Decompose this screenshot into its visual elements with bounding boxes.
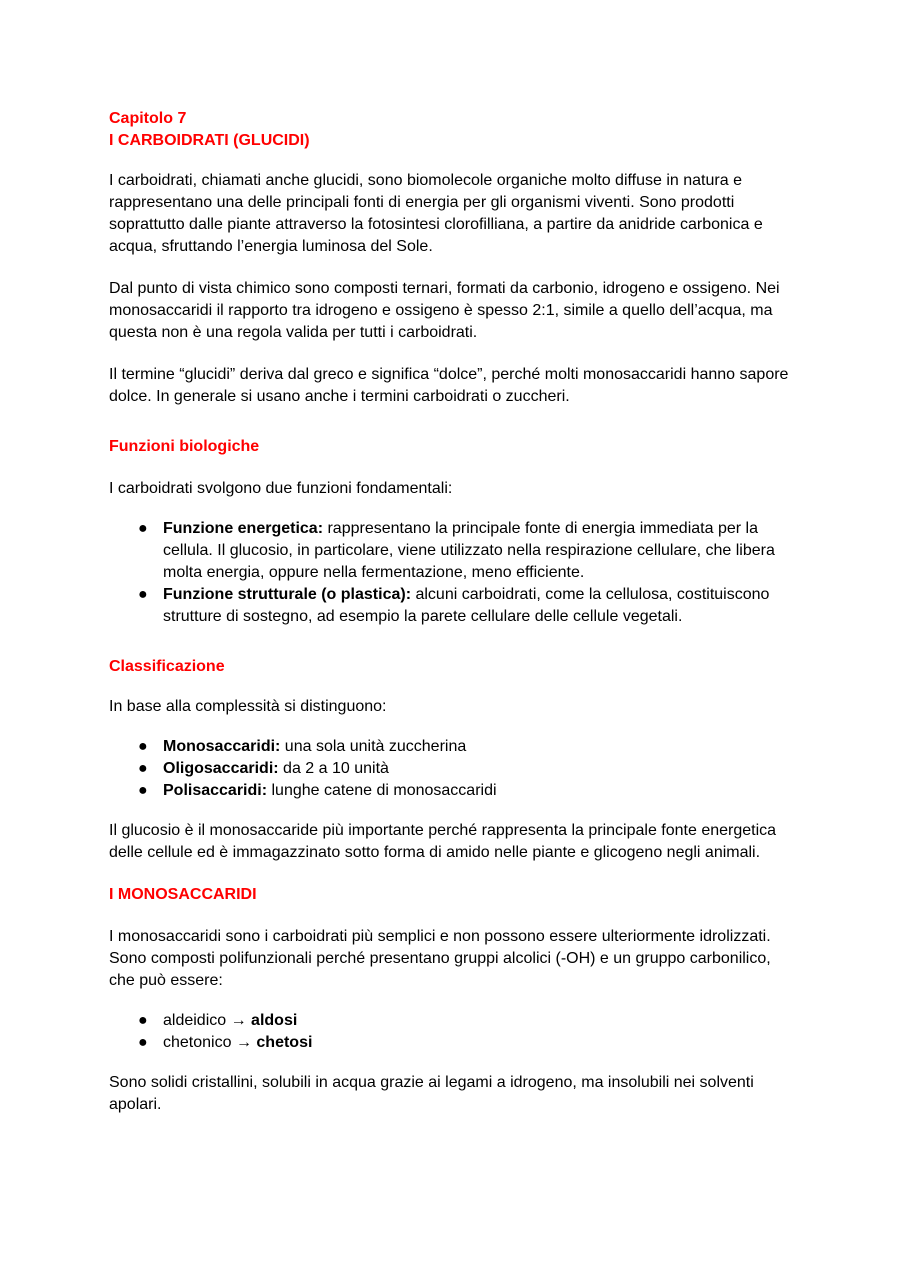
list-item-term: chetosi (256, 1034, 313, 1051)
list-item-term: aldosi (251, 1012, 298, 1029)
list-item-term: Polisaccaridi: (163, 782, 268, 799)
list-item (109, 1010, 799, 1032)
bullet-icon: ● (138, 586, 148, 603)
bullet-icon: ● (138, 1034, 148, 1051)
intro-paragraph-1: I carboidrati, chiamati anche glucidi, sono biomolecole organiche molto diffuse in natura e rappresentano una delle principali fonti di energia per gli organismi viventi. Sono prodotti soprattutto dalle piante attraverso la fotosintesi clorofilliana, a partire da anidride carbonica e acqua, sfruttando l’energia luminosa del Sole. (109, 172, 763, 255)
classificazione-list (109, 736, 799, 802)
section-heading-funzioni: Funzioni biologiche (109, 438, 260, 455)
bullet-icon: ● (138, 520, 148, 537)
section-heading-classificazione: Classificazione (109, 658, 225, 675)
section-heading-monosaccaridi: I MONOSACCARIDI (109, 886, 257, 903)
list-item (109, 584, 799, 628)
monosaccaridi-outro: Sono solidi cristallini, solubili in acqua grazie ai legami a idrogeno, ma insolubili nei solventi apolari. (109, 1074, 754, 1113)
list-item (109, 1032, 799, 1054)
list-item (109, 518, 799, 584)
funzioni-list (109, 518, 799, 628)
list-item-text: aldeidico → (163, 1012, 252, 1029)
bullet-icon: ● (138, 760, 148, 777)
list-item (109, 736, 799, 758)
chapter-number: Capitolo 7 (109, 110, 187, 127)
classificazione-outro: Il glucosio è il monosaccaride più importante perché rappresenta la principale fonte energetica delle cellule ed è immagazzinato sotto forma di amido nelle piante e glicogeno negli animali. (109, 822, 777, 861)
list-item-text: alcuni carboidrati, come la cellulosa, costituiscono strutture di sostegno, ad esempio la parete cellulare delle cellule vegetali. (163, 586, 770, 625)
monosaccaridi-intro: I monosaccaridi sono i carboidrati più semplici e non possono essere ulteriormente idrolizzati. Sono composti polifunzionali perché presentano gruppi alcolici (-OH) e un gruppo carbonilico, che può essere: (109, 928, 771, 989)
funzioni-intro: I carboidrati svolgono due funzioni fondamentali: (109, 480, 453, 497)
list-item-text: rappresentano la principale fonte di energia immediata per la cellula. Il glucosio, in particolare, viene utilizzato nella respirazione cellulare, che libera molta energia, oppure nella fermentazione, meno efficiente. (163, 520, 775, 581)
list-item-text: da 2 a 10 unità (278, 760, 389, 777)
classificazione-intro: In base alla complessità si distinguono: (109, 698, 387, 715)
list-item-text: chetonico → (163, 1034, 257, 1051)
bullet-icon: ● (138, 1012, 148, 1029)
bullet-icon: ● (138, 782, 148, 799)
chapter-title: I CARBOIDRATI (GLUCIDI) (109, 132, 310, 149)
list-item-text: lunghe catene di monosaccaridi (267, 782, 497, 799)
list-item-term: Oligosaccaridi: (163, 760, 279, 777)
list-item-text: una sola unità zuccherina (280, 738, 467, 755)
intro-paragraph-2: Dal punto di vista chimico sono composti ternari, formati da carbonio, idrogeno e ossigeno. Nei monosaccaridi il rapporto tra idrogeno e ossigeno è spesso 2:1, simile a quello dell’acqua, ma questa non è una regola valida per tutti i carboidrati. (109, 280, 780, 341)
intro-paragraph-3: Il termine “glucidi” deriva dal greco e significa “dolce”, perché molti monosaccaridi hanno sapore dolce. In generale si usano anche i termini carboidrati o zuccheri. (109, 366, 789, 405)
bullet-icon: ● (138, 738, 148, 755)
monosaccaridi-list (109, 1010, 799, 1054)
list-item-term: Monosaccaridi: (163, 738, 281, 755)
list-item (109, 780, 799, 802)
list-item-term: Funzione energetica: (163, 520, 324, 537)
list-item (109, 758, 799, 780)
list-item-term: Funzione strutturale (o plastica): (163, 586, 412, 603)
document-page (109, 108, 799, 1116)
